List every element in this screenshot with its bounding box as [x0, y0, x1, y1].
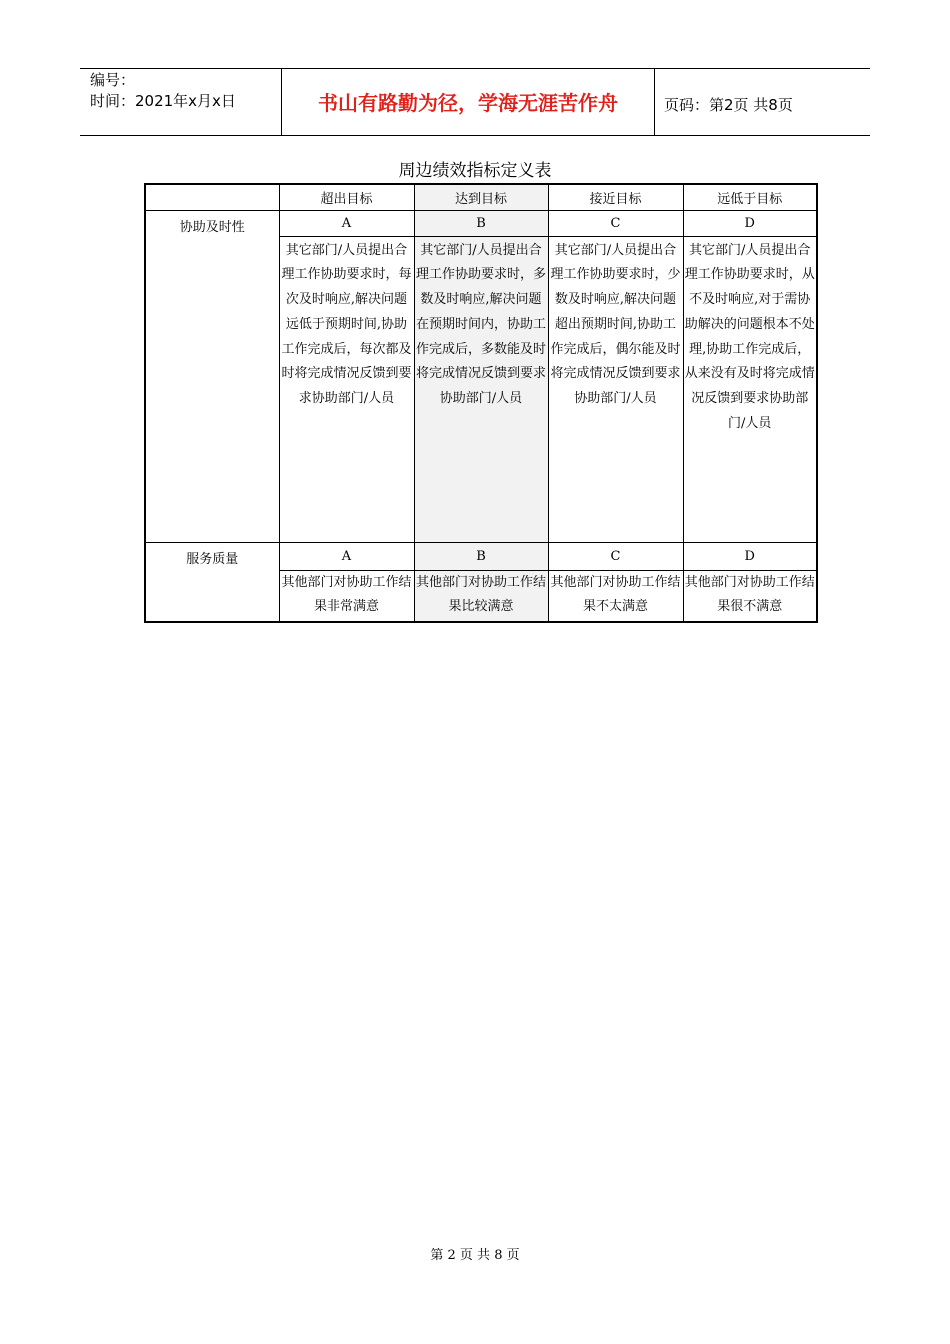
- table-row: [145, 542, 817, 570]
- column-header-blank: [145, 184, 279, 210]
- grade-cell: D: [683, 542, 817, 570]
- description-cell: 其它部门/人员提出合理工作协助要求时，少数及时响应,解决问题超出预期时间,协助工作完成后，偶尔能及时将完成情况反馈到要求协助部门/人员: [548, 236, 683, 542]
- grade-cell: B: [414, 210, 548, 236]
- grade-cell: D: [683, 210, 817, 236]
- column-header-far-below: 远低于目标: [683, 184, 817, 210]
- column-header-near: 接近目标: [548, 184, 683, 210]
- description-cell: 其它部门/人员提出合理工作协助要求时，从不及时响应,对于需协助解决的问题根本不处理,协助工作完成后，从来没有及时将完成情况反馈到要求协助部门/人员: [683, 236, 817, 542]
- header-number-label: 编号：: [90, 71, 136, 89]
- grade-cell: C: [548, 210, 683, 236]
- description-cell: 其他部门对协助工作结果比较满意: [414, 570, 548, 622]
- table-header-row: [145, 184, 817, 210]
- grade-cell: A: [279, 210, 414, 236]
- header-motto: 书山有路勤为径，学海无涯苦作舟: [318, 91, 618, 115]
- row-name-service-quality: 服务质量: [145, 542, 279, 622]
- header-page-code: 页码：第2页 共8页: [664, 96, 793, 114]
- header-top-rule: [80, 68, 870, 69]
- header-divider-right: [654, 68, 655, 136]
- table-title: 周边绩效指标定义表: [398, 161, 552, 181]
- description-cell: 其他部门对协助工作结果非常满意: [279, 570, 414, 622]
- description-cell: 其它部门/人员提出合理工作协助要求时，每次及时响应,解决问题远低于预期时间,协助工作完成后，每次都及时将完成情况反馈到要求协助部门/人员: [279, 236, 414, 542]
- description-cell: 其他部门对协助工作结果很不满意: [683, 570, 817, 622]
- header-time-label: 时间：2021年x月x日: [90, 92, 236, 110]
- column-header-exceed: 超出目标: [279, 184, 414, 210]
- description-cell: 其它部门/人员提出合理工作协助要求时，多数及时响应,解决问题在预期时间内，协助工作完成后，多数能及时将完成情况反馈到要求协助部门/人员: [414, 236, 548, 542]
- description-cell: 其他部门对协助工作结果不太满意: [548, 570, 683, 622]
- page-footer: 第 2 页 共 8 页: [430, 1248, 520, 1263]
- grade-cell: C: [548, 542, 683, 570]
- kpi-definition-table: [144, 183, 818, 623]
- row-name-timeliness: 协助及时性: [145, 210, 279, 542]
- column-header-meet: 达到目标: [414, 184, 548, 210]
- table-row: [145, 210, 817, 236]
- header-bottom-rule: [80, 135, 870, 136]
- grade-cell: A: [279, 542, 414, 570]
- grade-cell: B: [414, 542, 548, 570]
